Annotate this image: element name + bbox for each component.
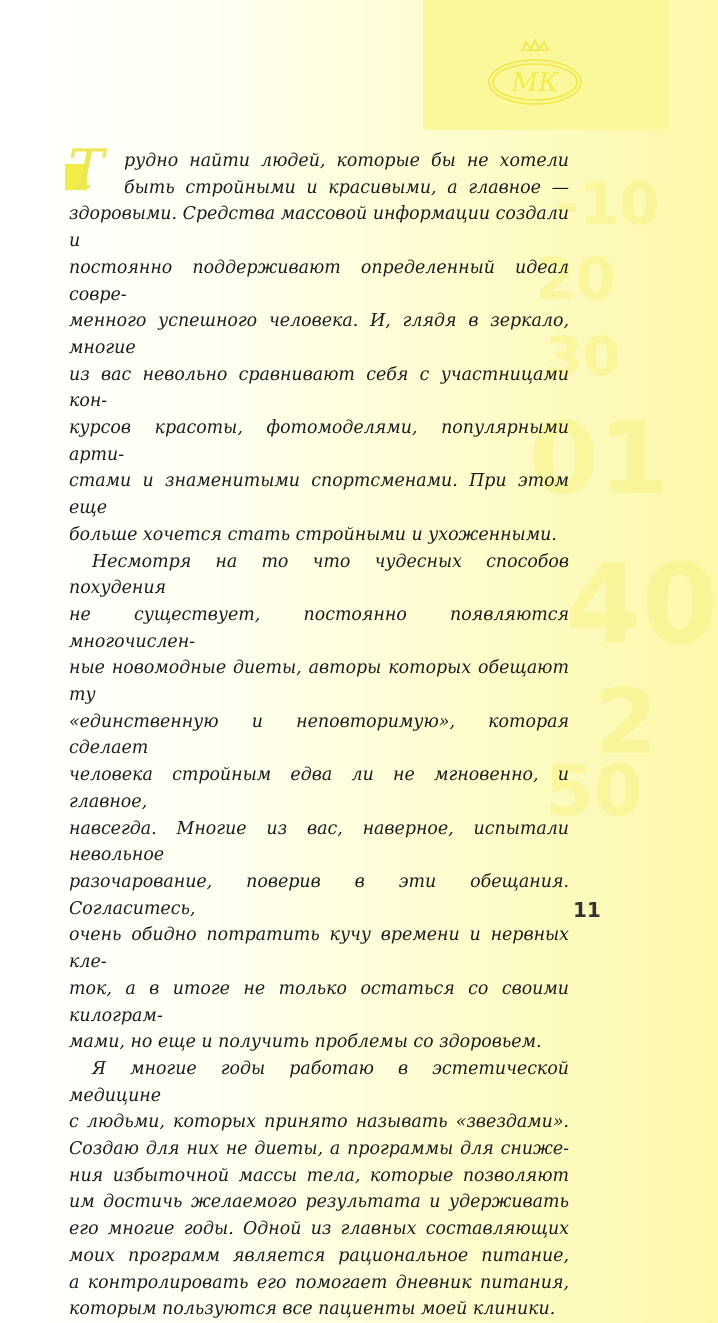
- text-line: ния избыточной массы тела, которые позволяют: [69, 1165, 569, 1186]
- bg-number: 30: [545, 325, 621, 388]
- text-line: менного успешного человека. И, глядя в зеркало, многие: [69, 311, 569, 358]
- text-line: с людьми, которых принято называть «звездами».: [69, 1112, 569, 1133]
- dropcap: [65, 138, 125, 201]
- bg-number: 50: [545, 750, 643, 832]
- text-line: им достичь желаемого результата и удерживать: [69, 1192, 569, 1213]
- text-line: Несмотря на то что чудесных способов похудения: [69, 551, 569, 599]
- bg-number: -10: [555, 170, 660, 238]
- text-line: «единственную и неповторимую», которая сделает: [69, 711, 569, 759]
- main-text: [68, 138, 569, 1323]
- paragraph-3: [69, 1056, 569, 1323]
- crown-monogram-logo: [480, 38, 590, 110]
- text-line: курсов красоты, фотомоделями, популярными арти-: [69, 418, 569, 465]
- text-line: быть стройными и красивыми, а главное —: [124, 177, 569, 198]
- text-line: человека стройным едва ли не мгновенно, и главное,: [69, 765, 569, 812]
- text-line: больше хочется стать стройными и ухоженными.: [69, 524, 557, 545]
- text-line: мами, но еще и получить проблемы со здоровьем.: [69, 1032, 542, 1053]
- text-line: не существует, постоянно появляются многочислен-: [69, 604, 569, 652]
- text-line: стами и знаменитыми спортсменами. При этом еще: [69, 471, 569, 519]
- text-line: разочарование, поверив в эти обещания. Согласитесь,: [69, 871, 569, 919]
- dropcap-letter: Т: [68, 138, 105, 201]
- text-line: из вас невольно сравнивают себя с участницами кон-: [69, 364, 569, 412]
- logo-monogram: МК: [511, 68, 559, 98]
- text-line: очень обидно потратить кучу времени и нервных кле-: [69, 925, 569, 973]
- text-line: а контролировать его помогает дневник питания,: [69, 1272, 569, 1293]
- text-line: его многие годы. Одной из главных составляющих: [69, 1219, 569, 1240]
- bg-number: 01: [529, 400, 669, 517]
- text-line: ные новомодные диеты, авторы которых обещают ту: [69, 658, 569, 706]
- text-line: которым пользуются все пациенты моей клиники.: [69, 1299, 556, 1320]
- text-line: рудно найти людей, которые бы не хотели: [124, 151, 569, 171]
- text-line: здоровыми. Средства массовой информации создали и: [69, 204, 569, 252]
- text-line: Я многие годы работаю в эстетической медицине: [69, 1058, 569, 1106]
- text-line: моих программ является рациональное питание,: [69, 1245, 569, 1266]
- text-line: навсегда. Многие из вас, наверное, испытали невольное: [69, 818, 569, 866]
- text-line: постоянно поддерживают определенный идеал совре-: [69, 257, 569, 305]
- text-line: Создаю для них не диеты, а программы для сниже-: [69, 1139, 569, 1160]
- paragraph-1: [69, 148, 569, 549]
- paragraph-2: [69, 549, 569, 1056]
- bg-number: 20: [535, 245, 616, 313]
- bg-number: 2: [595, 670, 658, 775]
- text-line: ток, а в итоге не только остаться со своими килограм-: [69, 978, 569, 1026]
- bg-number: 40: [565, 540, 718, 668]
- page-number: 11: [573, 898, 601, 922]
